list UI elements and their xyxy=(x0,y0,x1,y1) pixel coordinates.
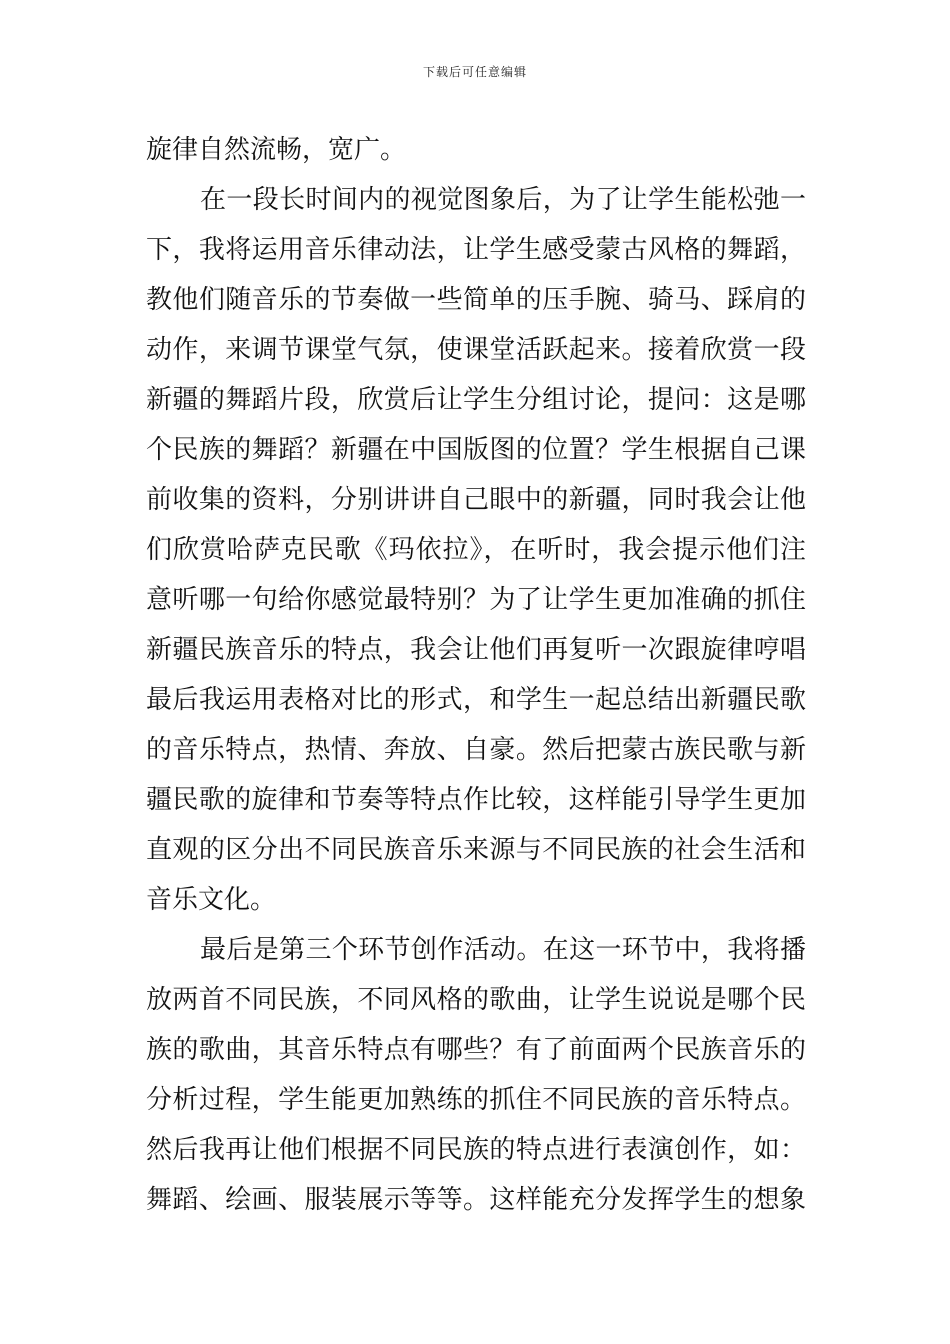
text-line: 然后我再让他们根据不同民族的特点进行表演创作，如： xyxy=(146,1135,806,1165)
text-line: 族的歌曲，其音乐特点有哪些？有了前面两个民族音乐的 xyxy=(146,1035,806,1065)
text-line: 在一段长时间内的视觉图象后，为了让学生能松弛一 xyxy=(200,185,806,215)
text-line: 动作，来调节课堂气氛，使课堂活跃起来。接着欣赏一段 xyxy=(146,335,806,365)
text-line: 意听哪一句给你感觉最特别？为了让学生更加准确的抓住 xyxy=(146,585,806,615)
text-line: 新疆民族音乐的特点，我会让他们再复听一次跟旋律哼唱 xyxy=(146,635,806,665)
text-line: 直观的区分出不同民族音乐来源与不同民族的社会生活和 xyxy=(146,835,806,865)
page-header: 下载后可任意编辑 xyxy=(422,65,527,79)
text-line: 教他们随音乐的节奏做一些简单的压手腕、骑马、踩肩的 xyxy=(146,285,806,315)
text-line: 放两首不同民族，不同风格的歌曲，让学生说说是哪个民 xyxy=(146,985,806,1015)
text-line: 下，我将运用音乐律动法，让学生感受蒙古风格的舞蹈， xyxy=(146,235,806,265)
text-line: 疆民歌的旋律和节奏等特点作比较，这样能引导学生更加 xyxy=(146,785,806,815)
text-line: 最后是第三个环节创作活动。在这一环节中，我将播 xyxy=(200,935,806,965)
text-line: 音乐文化。 xyxy=(146,885,277,915)
text-line: 旋律自然流畅，宽广。 xyxy=(146,135,407,165)
text-line: 个民族的舞蹈？新疆在中国版图的位置？学生根据自己课 xyxy=(146,435,806,465)
text-line: 舞蹈、绘画、服装展示等等。这样能充分发挥学生的想象 xyxy=(146,1185,806,1215)
text-line: 们欣赏哈萨克民歌《玛依拉》，在听时，我会提示他们注 xyxy=(146,535,806,565)
document-body xyxy=(146,130,806,1230)
text-line: 分析过程，学生能更加熟练的抓住不同民族的音乐特点。 xyxy=(146,1085,806,1115)
text-line: 最后我运用表格对比的形式，和学生一起总结出新疆民歌 xyxy=(146,685,806,715)
text-line: 前收集的资料，分别讲讲自己眼中的新疆，同时我会让他 xyxy=(146,485,806,515)
text-line: 的音乐特点，热情、奔放、自豪。然后把蒙古族民歌与新 xyxy=(146,735,806,765)
text-line: 新疆的舞蹈片段，欣赏后让学生分组讨论，提问：这是哪 xyxy=(146,385,806,415)
